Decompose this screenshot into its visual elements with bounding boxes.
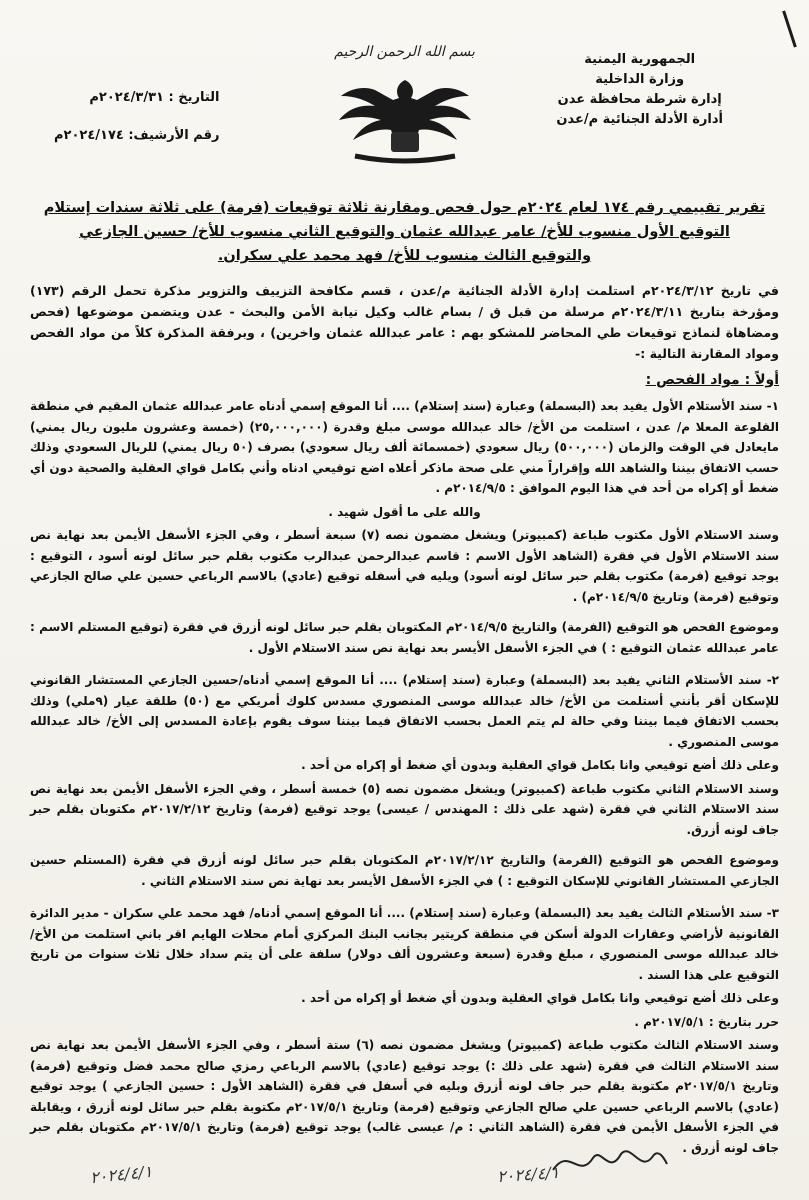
examination-subject-1: وموضوع الفحص هو التوقيع (الفرمة) والتاريخ ٢٠١٤/٩/٥م المكتوبان بقلم حبر سائل لونه أزرق في فقرة (توقيع المستلم الاسم : عامر عبدالله عثمان التوقيع : ) في الجزء الأسفل الأيسر بعد نهاية نص سند الاستلام الأول . <box>30 620 779 655</box>
issuing-authority <box>556 50 723 130</box>
archive-number: رقم الأرشيف: ٢٠٢٤/١٧٤م <box>54 128 220 143</box>
receipt-1-description: وسند الاستلام الأول مكتوب طباعة (كمبيوتر) ويشغل مضمون نصه (٧) سبعة أسطر ، وفي الجزء الأسفل الأيمن بعد نهاية نص سند الاستلام الأول في فقرة (الشاهد الأول الاسم : قاسم عبدالرحمن عبدالرب مكتوب بقلم حبر سائل لونه أسود ، التوقيع : يوجد توقيع (فرمة) مكتوب بقلم حبر سائل لونه أسود) ويليه في أسفله توقيع (عادي) بالاسم الرباعي حسين علي صالح الجازعي وتوقيع (فرمة) وتاريخ ٢٠١٤/٩/٥م) . <box>30 528 779 604</box>
ministry-name: وزارة الداخلية <box>595 72 685 87</box>
title-line-2: التوقيع الأول منسوب للأخ/ عامر عبدالله عثمان والتوقيع الثاني منسوب للأخ/ حسين الجازعي <box>79 224 730 240</box>
reference-block <box>54 88 219 164</box>
corner-pen-mark <box>782 10 797 47</box>
receipt-3-declaration: وعلى ذلك أضع توقيعي وانا بكامل قواي العقلية وبدون أي ضغط أو إكراه من أحد . <box>301 991 779 1005</box>
republic-name: الجمهورية اليمنية <box>584 52 696 67</box>
receipt-2-text: ٢- سند الأستلام الثاني يفيد بعد (البسملة) وعبارة (سند إستلام) .... أنا الموقع إسمي أدناه/حسين الجازعي المستشار القانوني للإسكان أقر بأنني أستلمت من الأخ/ خالد عبدالله موسى المنصوري مسدس كلوك أمريكي مع (٥٠) طلقة عيار (٩ملي) وذلك بحسب الاتفاق فيما بيننا وفي حالة لم يتم العمل بحسب الاتفاق فيما بيننا سوف يقوم بإعادة المسدس إلى الأخ/ خالد عبدالله موسى المنصوري . <box>30 673 779 749</box>
title-line-3: والتوقيع الثالث منسوب للأخ/ فهد محمد علي سكران. <box>217 248 592 264</box>
examination-subject-2: وموضوع الفحص هو التوقيع (الفرمة) والتاريخ ٢٠١٧/٢/١٢م المكتوبان بقلم حبر سائل لونه أزرق في فقرة (المستلم حسين الجازعي المستشار القانوني للإسكان التوقيع : ) في الجزء الأسفل الأيسر بعد نهاية نص سند الاستلام الثاني . <box>30 853 779 888</box>
department-name: أدارة الأدلة الجنائية م/عدن <box>556 112 723 127</box>
signature-scribble-icon <box>549 1140 669 1184</box>
receipt-item-1 <box>30 396 779 607</box>
report-title <box>30 196 779 268</box>
signature-date-right: ٢٠٢٤/٤/١ <box>496 1162 560 1187</box>
signature-date-left: ٢٠٢٤/٤/١ <box>89 1161 154 1188</box>
receipt-1-oath: والله على ما أقول شهيد . <box>328 504 481 519</box>
letterhead <box>30 18 779 168</box>
basmala-calligraphy: بسم الله الرحمن الرحيم <box>334 44 475 60</box>
receipt-2-declaration: وعلى ذلك أضع توقيعي وانا بكامل قواي العقلية وبدون أي ضغط أو إكراه من أحد . <box>301 758 779 772</box>
receipt-item-2 <box>30 670 779 840</box>
receipt-2-description: وسند الاستلام الثاني مكتوب طباعة (كمبيوتر) ويشغل مضمون نصه (٥) خمسة أسطر ، وفي الجزء الأسفل الأيمن بعد نهاية نص سند الاستلام الثاني في فقرة (شهد على ذلك : المهندس / عيسى) يوجد توقيع (فرمة) وتاريخ ٢٠١٧/٢/١٢م مكتوبان بقلم حبر جاف لونه أزرق. <box>30 781 780 837</box>
signature-area <box>0 1140 809 1190</box>
receipt-3-description: وسند الاستلام الثالث مكتوب طباعة (كمبيوتر) ويشغل مضمون نصه (٦) ستة أسطر ، وفي الجزء الأسفل الأيمن بعد نهاية نص سند الاستلام الثالث في فقرة (شهد على ذلك :) يوجد توقيع (عادي) بالاسم الرباعي رمزي صالح محمد فضل وتوقيع (فرمة) وتاريخ ٢٠١٧/٥/١م مكتوبة بقلم حبر جاف لونه أزرق وبليه في أسفل في فقرة (الشاهد الأول : حسين الجازعي ) يوجد توقيع (عادي) بالاسم الرباعي حسين علي صالح الجازعي وتوقيع (فرمة) وتاريخ ٢٠١٧/٥/١م مكتوبة بقلم حبر سائل لونه أزرق ، ويقابلة في الجزء الأسفل الأيمن في فقرة (الشاهد الثاني : م/ عيسى غالب) يوجد توقيع (فرمة) وتاريخ ٢٠١٧/٥/١م مكتوبان بقلم حبر جاف لونه أزرق . <box>30 1038 779 1155</box>
section-heading-examination-materials: أولاً : مواد الفحص : <box>645 372 779 388</box>
police-administration: إدارة شرطة محافظة عدن <box>557 92 722 107</box>
title-line-1: تقرير تقييمي رقم ١٧٤ لعام ٢٠٢٤م حول فحص ومقارنة ثلاثة توقيعات (فرمة) على ثلاثة سندات إستلام <box>43 200 766 216</box>
receipt-item-3 <box>30 903 779 1158</box>
receipt-1-text: ١- سند الأستلام الأول يفيد بعد (البسملة) وعبارة (سند إستلام) .... أنا الموقع إسمي أدناه عامر عبدالله عثمان المقيم في منطقة القلوعة المعلا م/ عدن ، استلمت من الأخ/ خالد عبدالله موسى مبلغ وقدرة (٢٥,٠٠٠,٠٠٠) (خمسة وعشرون مليون ريال يمني) مايعادل في الوقت والزمان (٥٠٠,٠٠٠) ريال سعودي (خمسمائة ألف ريال سعودي) بصرف (٥٠ ريال يمني) للريال السعودي وذلك حسب الاتفاق بيننا والشاهد الله وإقراراً مني على صحة ماذكر أعلاه اضع توقيعي ادناه وأني بكامل قواي العقلية والصحية دون أي ضغط أو إكراه من أحد في هذا اليوم الموافق : ٢٠١٤/٩/٥م . <box>30 399 779 495</box>
report-date: التاريخ : ٢٠٢٤/٣/٣١م <box>89 90 220 105</box>
receipt-3-date: حرر بتاريخ : ٢٠١٧/٥/١م . <box>634 1014 779 1029</box>
intro-paragraph: في تاريخ ٢٠٢٤/٣/١٢م استلمت إدارة الأدلة الجنائية م/عدن ، قسم مكافحة التزييف والتزوير مذكرة تحمل الرقم (١٧٣) ومؤرخة بتاريخ ٢٠٢٤/٣/١١م مرسلة من قبل ق / بسام غالب وكيل نيابة الأمن والبحث - عدن ويتضمن موضوعها (فحص ومضاهاة لنماذج توقيعات طي المحاضر للمشكو بهم : عامر عبدالله عثمان واخرين) ، وبرفقة المذكرة كلاً من مواد الفحص ومواد المقارنة التالية :- <box>30 283 779 361</box>
eagle-emblem-icon <box>335 70 475 166</box>
receipt-3-text: ٣- سند الأستلام الثالث يفيد بعد (البسملة) وعبارة (سند إستلام) .... أنا الموقع إسمي أدناه/ فهد محمد علي سكران - مدير الدائرة القانونية لأراضي وعقارات الدولة أسكن في منطقة كريتير بجانب البنك المركزي أمام محلات الهايم اقر باني استلمت من الأخ/ خالد عبدالله موسى المنصوري ، مبلغ وقدرة (سبعة وعشرون ألف دولار) سلفة على أن يتم سداد خلال ثلاث سنوات من تاريخ التوقيع على هذا السند . <box>30 906 779 982</box>
